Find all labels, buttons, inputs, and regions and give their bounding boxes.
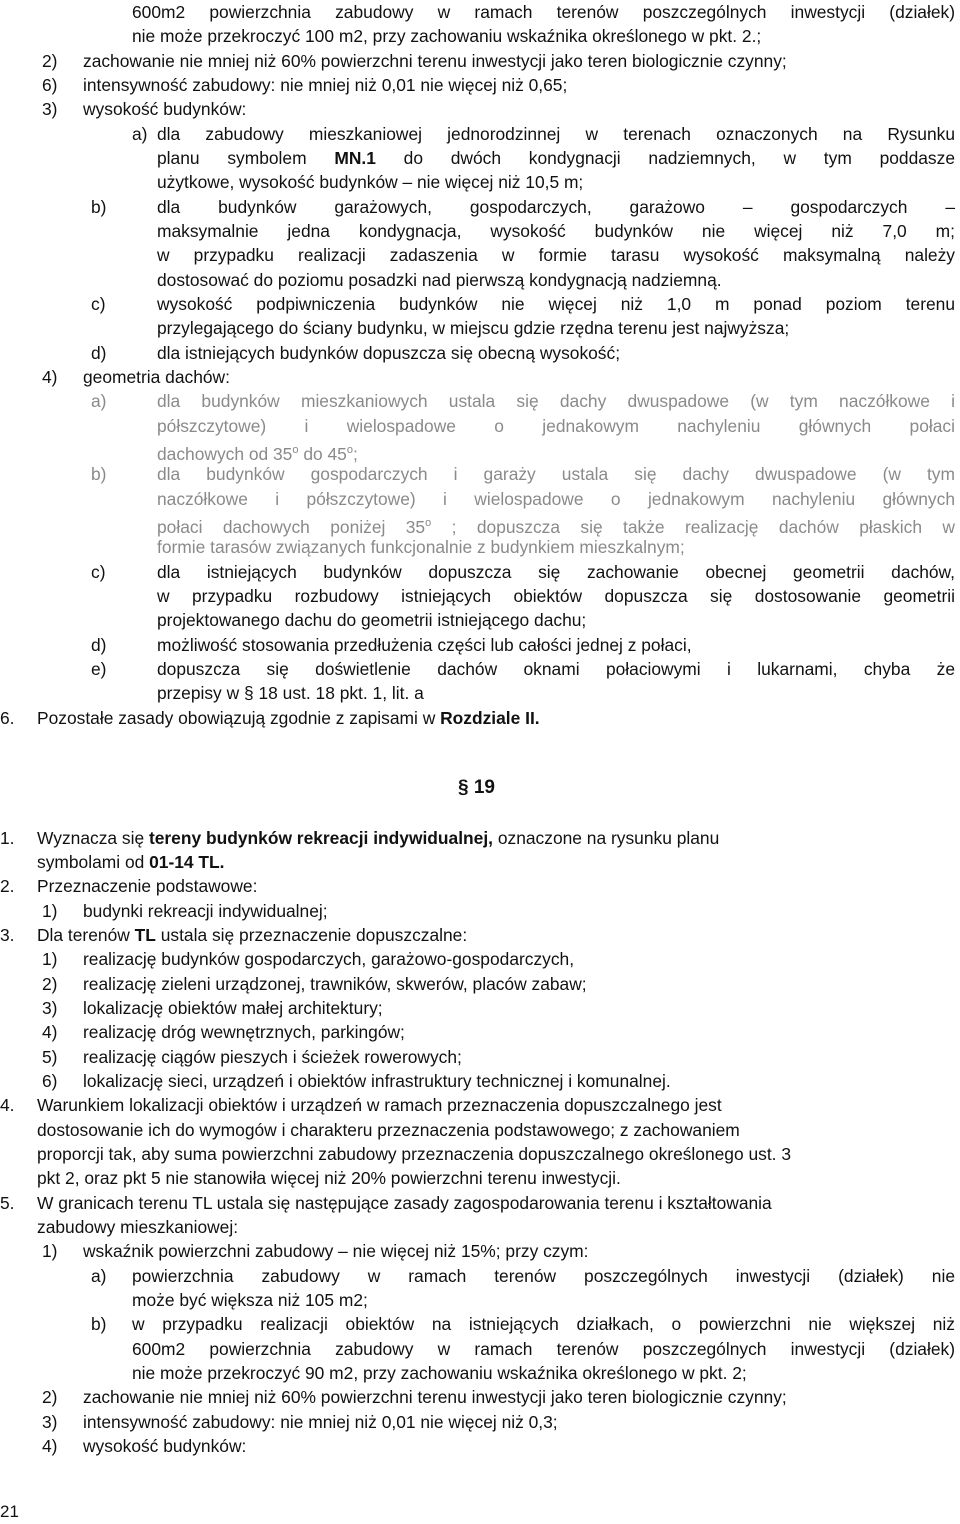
line-text: użytkowe, wysokość budynków – nie więcej niż 10,5 m;	[157, 172, 584, 192]
page-number: 21	[0, 1502, 19, 1521]
line-text: intensywność zabudowy: nie mniej niż 0,01 nie więcej niż 0,3;	[83, 1412, 558, 1432]
line-text: intensywność zabudowy: nie mniej niż 0,01 nie więcej niż 0,65;	[83, 75, 568, 95]
list-marker: 6.	[0, 708, 15, 728]
list-marker: 2.	[0, 876, 15, 896]
line-text: wysokość budynków:	[83, 1436, 247, 1456]
list-marker: 4)	[42, 1022, 58, 1042]
list-marker: 3.	[0, 925, 15, 945]
line-text: Dla terenów TL ustala się przeznaczenie dopuszczalne:	[37, 925, 468, 945]
line-text: wskaźnik powierzchni zabudowy – nie więcej niż 15%; przy czym:	[83, 1241, 589, 1261]
line-text: wysokość podpiwniczenia budynków nie więcej niż 1,0 m ponad poziom terenu	[157, 294, 955, 314]
line-text: dla istniejących budynków dopuszcza się obecną wysokość;	[157, 343, 621, 363]
line-text: zachowanie nie mniej niż 60% powierzchni terenu inwestycji jako teren biologicznie czynny;	[83, 1387, 787, 1407]
line-text: dla budynków gospodarczych i garaży ustala się dachy dwuspadowe (w tym	[157, 464, 955, 484]
line-text: możliwość stosowania przedłużenia części lub całości jednej z połaci,	[157, 635, 692, 655]
line-text: dostosować do poziomu posadzki nad pierwszą kondygnacją nadziemną.	[157, 270, 722, 290]
list-marker: a)	[132, 124, 148, 144]
list-marker: 4)	[42, 367, 58, 387]
line-text: zabudowy mieszkaniowej:	[37, 1217, 239, 1237]
line-text: w przypadku rozbudowy istniejących obiektów dopuszcza się dostosowanie geometrii	[157, 586, 955, 606]
list-marker: 4)	[42, 1436, 58, 1456]
line-text: symbolami od 01-14 TL.	[37, 852, 225, 872]
list-marker: d)	[91, 343, 107, 363]
line-text: w przypadku realizacji obiektów na istniejących działkach, o powierzchni nie większej niż	[132, 1314, 955, 1334]
list-marker: b)	[91, 1314, 107, 1334]
list-marker: a)	[91, 1266, 107, 1286]
list-marker: 3)	[42, 99, 58, 119]
line-text: Przeznaczenie podstawowe:	[37, 876, 258, 896]
line-text: dla zabudowy mieszkaniowej jednorodzinnej w terenach oznaczonych na Rysunku	[157, 124, 955, 144]
line-text: wysokość budynków:	[83, 99, 247, 119]
line-text: w przypadku realizacji zadaszenia w formie tarasu wysokość maksymalną należy	[157, 245, 955, 265]
line-text: planu symbolem MN.1 do dwóch kondygnacji nadziemnych, w tym poddasze	[157, 148, 955, 168]
list-marker: 1)	[42, 949, 58, 969]
list-marker: 2)	[42, 1387, 58, 1407]
line-text: przepisy w § 18 ust. 18 pkt. 1, lit. a	[157, 683, 424, 703]
list-marker: 2)	[42, 51, 58, 71]
line-text: naczółkowe i półszczytowe) i wielospadowe o jednakowym nachyleniu głównych	[157, 489, 955, 509]
line-text: budynki rekreacji indywidualnej;	[83, 901, 328, 921]
line-text: W granicach terenu TL ustala się następujące zasady zagospodarowania terenu i kształtowania	[37, 1193, 772, 1213]
line-text: dostosowanie ich do wymogów i charakteru przeznaczenia podstawowego; z zachowaniem	[37, 1120, 740, 1140]
line-text: półszczytowe) i wielospadowe o jednakowym nachyleniu głównych połaci	[157, 416, 955, 436]
line-text: lokalizację sieci, urządzeń i obiektów infrastruktury technicznej i komunalnej.	[83, 1071, 671, 1091]
line-text: realizację zieleni urządzonej, trawników, skwerów, placów zabaw;	[83, 974, 587, 994]
list-marker: 5)	[42, 1047, 58, 1067]
list-marker: e)	[91, 659, 107, 679]
line-text: proporcji tak, aby suma powierzchni zabudowy przeznaczenia dopuszczalnego określonego ust. 3	[37, 1144, 792, 1164]
line-text: Wyznacza się tereny budynków rekreacji indywidualnej, oznaczone na rysunku planu	[37, 828, 720, 848]
list-marker: 5.	[0, 1193, 15, 1213]
line-text: dachowych od 35$^o$ do 45$^o$;	[157, 443, 358, 464]
line-text: nie może przekroczyć 100 m2, przy zachowaniu wskaźnika określonego w pkt. 2.;	[132, 26, 762, 46]
line-text: Warunkiem lokalizacji obiektów i urządzeń w ramach przeznaczenia dopuszczalnego jest	[37, 1095, 722, 1115]
line-text: przylegającego do ściany budynku, w miejscu gdzie rzędna terenu jest najwyższa;	[157, 318, 790, 338]
line-text: maksymalnie jedna kondygnacja, wysokość budynków nie więcej niż 7,0 m;	[157, 221, 955, 241]
line-text: powierzchnia zabudowy w ramach terenów poszczególnych inwestycji (działek) nie	[132, 1266, 955, 1286]
list-marker: b)	[91, 197, 107, 217]
line-text: 600m2 powierzchnia zabudowy w ramach terenów poszczególnych inwestycji (działek)	[132, 2, 955, 22]
line-text: lokalizację obiektów małej architektury;	[83, 998, 383, 1018]
list-marker: 1)	[42, 1241, 58, 1261]
line-text: pkt 2, oraz pkt 5 nie stanowiła więcej niż 20% powierzchni terenu inwestycji.	[37, 1168, 621, 1188]
list-marker: 3)	[42, 1412, 58, 1432]
list-marker: 3)	[42, 998, 58, 1018]
line-text: połaci dachowych poniżej 35$^o$ ; dopuszcza się także realizację dachów płaskich w	[157, 516, 955, 537]
line-text: dopuszcza się doświetlenie dachów oknami połaciowymi i lukarnami, chyba że	[157, 659, 955, 679]
line-text: formie tarasów związanych funkcjonalnie z budynkiem mieszkalnym;	[157, 537, 685, 557]
list-marker: c)	[91, 294, 106, 314]
section-heading: § 19	[458, 777, 495, 798]
list-marker: d)	[91, 635, 107, 655]
line-text: dla istniejących budynków dopuszcza się zachowanie obecnej geometrii dachów,	[157, 562, 955, 582]
line-text: dla budynków mieszkaniowych ustala się dachy dwuspadowe (w tym naczółkowe i	[157, 391, 955, 411]
list-marker: 4.	[0, 1095, 15, 1115]
line-text: 600m2 powierzchnia zabudowy w ramach terenów poszczególnych inwestycji (działek)	[132, 1339, 955, 1359]
line-text: może być większa niż 105 m2;	[132, 1290, 368, 1310]
list-marker: c)	[91, 562, 106, 582]
line-text: realizację budynków gospodarczych, garażowo-gospodarczych,	[83, 949, 575, 969]
list-marker: a)	[91, 391, 107, 411]
list-marker: 1)	[42, 901, 58, 921]
line-text: Pozostałe zasady obowiązują zgodnie z zapisami w Rozdziale II.	[37, 708, 540, 728]
line-text: realizację ciągów pieszych i ścieżek rowerowych;	[83, 1047, 462, 1067]
list-marker: 1.	[0, 828, 15, 848]
line-text: dla budynków garażowych, gospodarczych, garażowo – gospodarczych –	[157, 197, 955, 217]
line-text: realizację dróg wewnętrznych, parkingów;	[83, 1022, 405, 1042]
line-text: geometria dachów:	[83, 367, 230, 387]
list-marker: 2)	[42, 974, 58, 994]
line-text: nie może przekroczyć 90 m2, przy zachowaniu wskaźnika określonego w pkt. 2;	[132, 1363, 747, 1383]
list-marker: b)	[91, 464, 107, 484]
line-text: projektowanego dachu do geometrii istniejącego dachu;	[157, 610, 587, 630]
list-marker: 6)	[42, 1071, 58, 1091]
line-text: zachowanie nie mniej niż 60% powierzchni terenu inwestycji jako teren biologicznie czynny;	[83, 51, 787, 71]
list-marker: 6)	[42, 75, 58, 95]
